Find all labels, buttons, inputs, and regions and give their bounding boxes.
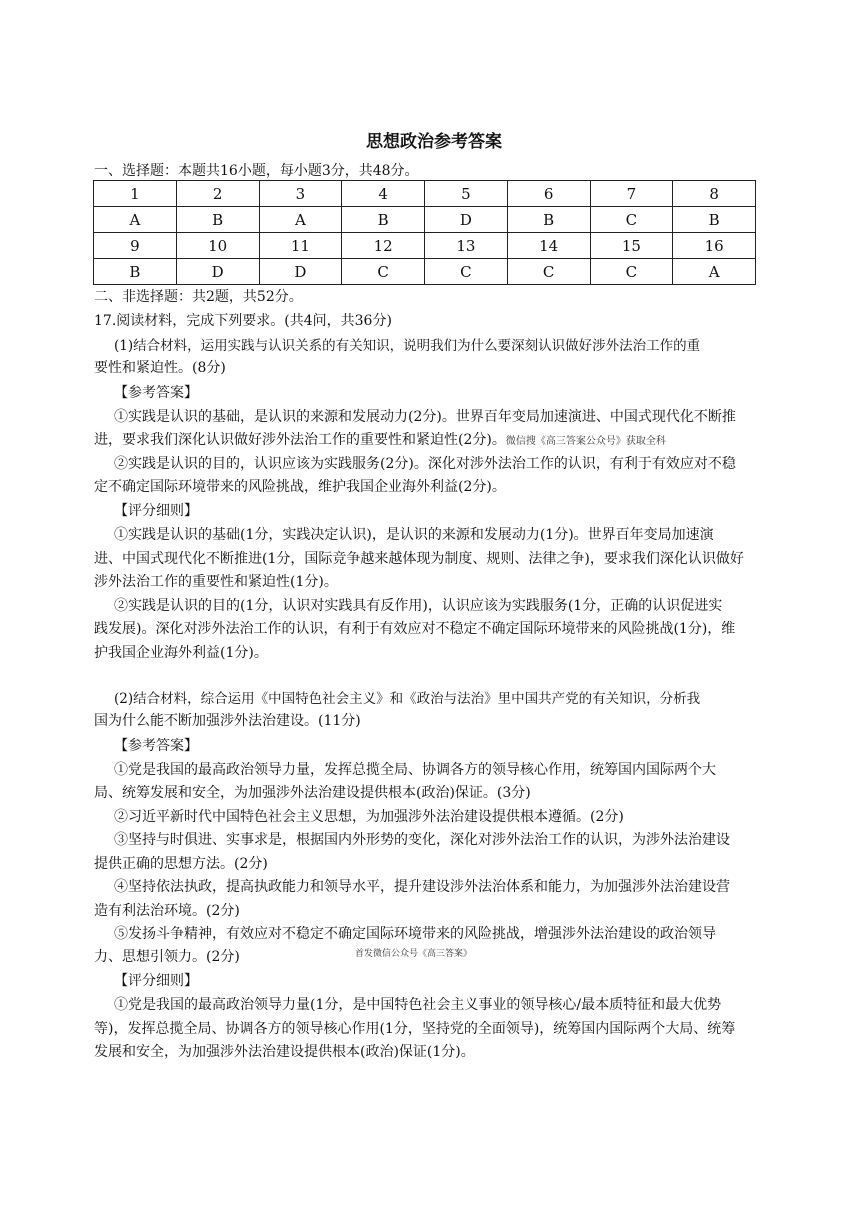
- table-cell: 1: [94, 181, 177, 207]
- answer-line: ②实践是认识的目的，认识应该为实践服务(2分)。深化对涉外法治工作的认识，有利于有效应对不稳: [114, 456, 736, 472]
- table-row: [94, 181, 756, 207]
- table-cell: D: [259, 259, 342, 285]
- table-cell: B: [176, 207, 259, 233]
- table-cell: C: [507, 259, 590, 285]
- answer-line: 造有利法治环境。(2分): [94, 903, 240, 919]
- table-cell: D: [176, 259, 259, 285]
- answer-line: 提供正确的思想方法。(2分): [94, 856, 268, 872]
- answer-line: 定不确定国际环境带来的风险挑战，维护我国企业海外利益(2分)。: [94, 479, 506, 495]
- rule-line: 发展和安全，为加强涉外法治建设提供根本(政治)保证(1分)。: [94, 1044, 475, 1060]
- answer-line: ④坚持依法执政，提高执政能力和领导水平，提升建设涉外法治体系和能力，为加强涉外法治建设营: [114, 879, 730, 895]
- table-cell: 6: [507, 181, 590, 207]
- table-cell: C: [425, 259, 508, 285]
- promo-note: 微信搜《高三答案公众号》获取全科: [505, 436, 666, 447]
- table-cell: 5: [425, 181, 508, 207]
- answer-line: 局、统筹发展和安全，为加强涉外法治建设提供根本(政治)保证。(3分): [94, 785, 531, 801]
- answer-line: ⑤发扬斗争精神，有效应对不稳定不确定国际环境带来的风险挑战，增强涉外法治建设的政治领导: [114, 926, 716, 942]
- answer-line: 力、思想引领力。(2分): [94, 949, 240, 965]
- rule-line: 践发展)。深化对涉外法治工作的认识，有利于有效应对不稳定不确定国际环境带来的风险挑战(1分)，维: [94, 621, 736, 637]
- reference-answer-label: 【参考答案】: [114, 738, 198, 754]
- table-cell: B: [673, 207, 756, 233]
- table-cell: 11: [259, 233, 342, 259]
- table-cell: 13: [425, 233, 508, 259]
- page-title: 思想政治参考答案: [366, 132, 502, 152]
- table-row: [94, 259, 756, 285]
- rule-line: 等)，发挥总揽全局、协调各方的领导核心作用(1分，坚持党的全面领导)，统筹国内国际两个大局、统筹: [94, 1021, 736, 1037]
- answer-line: [94, 429, 784, 453]
- answer-line: ①实践是认识的基础，是认识的来源和发展动力(2分)。世界百年变局加速演进、中国式现代化不断推: [114, 409, 736, 425]
- rule-line: 进、中国式现代化不断推进(1分，国际竞争越来越体现为制度、规则、法律之争)，要求我们深化认识做好: [94, 551, 744, 567]
- table-cell: 14: [507, 233, 590, 259]
- table-cell: 7: [590, 181, 673, 207]
- table-row: [94, 233, 756, 259]
- scoring-rules-label: 【评分细则】: [114, 503, 198, 519]
- table-cell: B: [342, 207, 425, 233]
- table-cell: 2: [176, 181, 259, 207]
- answer-text: 进，要求我们深化认识做好涉外法治工作的重要性和紧迫性(2分)。: [94, 432, 506, 448]
- table-cell: A: [673, 259, 756, 285]
- scoring-rules-label: 【评分细则】: [114, 973, 198, 989]
- table-cell: 10: [176, 233, 259, 259]
- rule-line: ②实践是认识的目的(1分，认识对实践具有反作用)，认识应该为实践服务(1分，正确的认识促进实: [114, 598, 723, 614]
- answer-line: ③坚持与时俱进、实事求是，根据国内外形势的变化，深化对涉外法治工作的认识，为涉外法治建设: [114, 832, 730, 848]
- table-cell: C: [342, 259, 425, 285]
- section-1-heading: 一、选择题：本题共16小题，每小题3分，共48分。: [94, 163, 419, 179]
- reference-answer-label: 【参考答案】: [114, 385, 198, 401]
- table-cell: 15: [590, 233, 673, 259]
- table-row: [94, 207, 756, 233]
- table-cell: D: [425, 207, 508, 233]
- answer-line: ①党是我国的最高政治领导力量，发挥总揽全局、协调各方的领导核心作用，统筹国内国际两个大: [114, 762, 716, 778]
- table-cell: B: [94, 259, 177, 285]
- section-2-heading: 二、非选择题：共2题，共52分。: [94, 289, 303, 305]
- answer-table: [93, 180, 756, 285]
- table-cell: A: [259, 207, 342, 233]
- answer-line: ②习近平新时代中国特色社会主义思想，为加强涉外法治建设提供根本遵循。(2分): [114, 809, 624, 825]
- q17-1-prompt-line: 要性和紧迫性。(8分): [94, 360, 226, 376]
- rule-line: ①党是我国的最高政治领导力量(1分，是中国特色社会主义事业的领导核心/最本质特征和最大优势: [114, 997, 722, 1013]
- table-cell: 8: [673, 181, 756, 207]
- question-17-heading: 17.阅读材料，完成下列要求。(共4问，共36分): [94, 313, 392, 329]
- rule-line: ①实践是认识的基础(1分，实践决定认识)，是认识的来源和发展动力(1分)。世界百年变局加速演: [114, 527, 714, 543]
- table-cell: C: [590, 259, 673, 285]
- table-cell: 3: [259, 181, 342, 207]
- table-cell: 12: [342, 233, 425, 259]
- watermark-text: 首发微信公众号《高三答案》: [355, 949, 473, 959]
- table-cell: 4: [342, 181, 425, 207]
- q17-1-prompt-line: (1)结合材料，运用实践与认识关系的有关知识，说明我们为什么要深刻认识做好涉外法治工作的重: [114, 338, 701, 354]
- table-cell: B: [507, 207, 590, 233]
- table-cell: C: [590, 207, 673, 233]
- rule-line: 护我国企业海外利益(1分)。: [94, 645, 268, 661]
- q17-2-prompt-line: (2)结合材料，综合运用《中国特色社会主义》和《政治与法治》里中国共产党的有关知识，分析我: [114, 691, 701, 707]
- table-cell: 9: [94, 233, 177, 259]
- rule-line: 涉外法治工作的重要性和紧迫性(1分)。: [94, 574, 338, 590]
- q17-2-prompt-line: 国为什么能不断加强涉外法治建设。(11分): [94, 713, 361, 729]
- table-cell: A: [94, 207, 177, 233]
- table-cell: 16: [673, 233, 756, 259]
